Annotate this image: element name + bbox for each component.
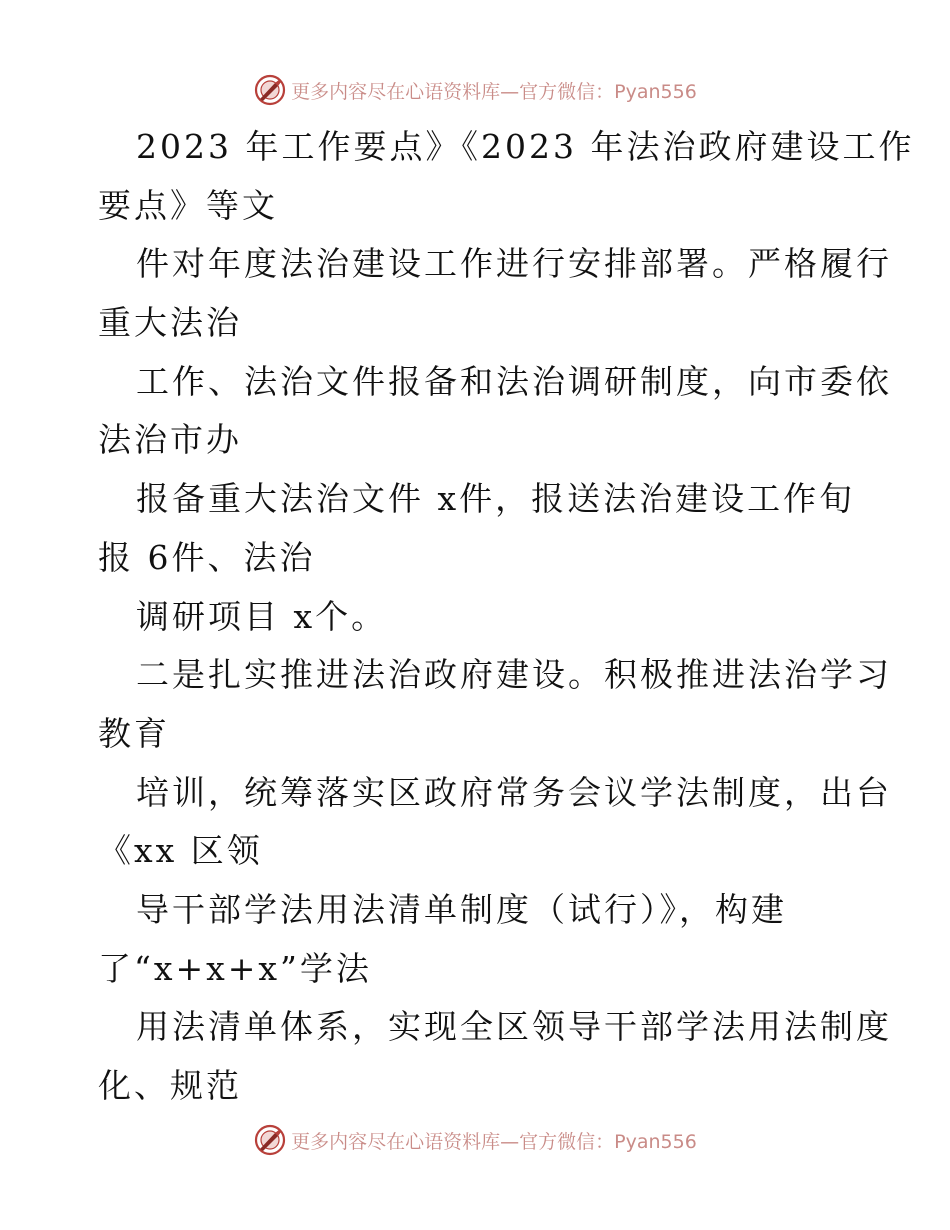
text-line: 法治市办 xyxy=(98,420,242,460)
text-line: 报 6件、法治 xyxy=(98,537,316,577)
text-line: 《xx 区领 xyxy=(98,831,263,871)
text-line: 导干部学法用法清单制度（试行）》，构建 xyxy=(136,889,787,929)
text-line: 了“x+x+x”学法 xyxy=(98,948,372,988)
text-line: 调研项目 x个。 xyxy=(136,596,388,636)
text-line: 二是扎实推进法治政府建设。积极推进法治学习 xyxy=(136,655,892,695)
brand-logo-icon xyxy=(253,1123,287,1157)
footer-banner-text: 更多内容尽在心语资料库—官方微信：Pyan556 xyxy=(291,1130,697,1153)
text-line: 2023 年工作要点》《2023 年法治政府建设工作 xyxy=(136,127,915,166)
header-banner xyxy=(0,70,950,110)
text-line: 教育 xyxy=(98,713,170,753)
text-line: 重大法治 xyxy=(98,303,242,343)
text-line: 工作、法治文件报备和法治调研制度，向市委依 xyxy=(136,361,892,401)
text-line: 件对年度法治建设工作进行安排部署。严格履行 xyxy=(136,244,892,284)
text-line: 用法清单体系，实现全区领导干部学法用法制度 xyxy=(136,1007,892,1047)
text-line: 报备重大法治文件 x件，报送法治建设工作旬 xyxy=(136,479,856,519)
document-body xyxy=(98,118,915,1116)
text-line: 化、规范 xyxy=(98,1066,242,1105)
header-banner-text: 更多内容尽在心语资料库—官方微信：Pyan556 xyxy=(291,80,697,103)
brand-logo-icon xyxy=(253,73,287,107)
footer-banner xyxy=(0,1120,950,1160)
text-line: 要点》等文 xyxy=(98,185,278,225)
text-line: 培训，统筹落实区政府常务会议学法制度，出台 xyxy=(136,772,892,812)
